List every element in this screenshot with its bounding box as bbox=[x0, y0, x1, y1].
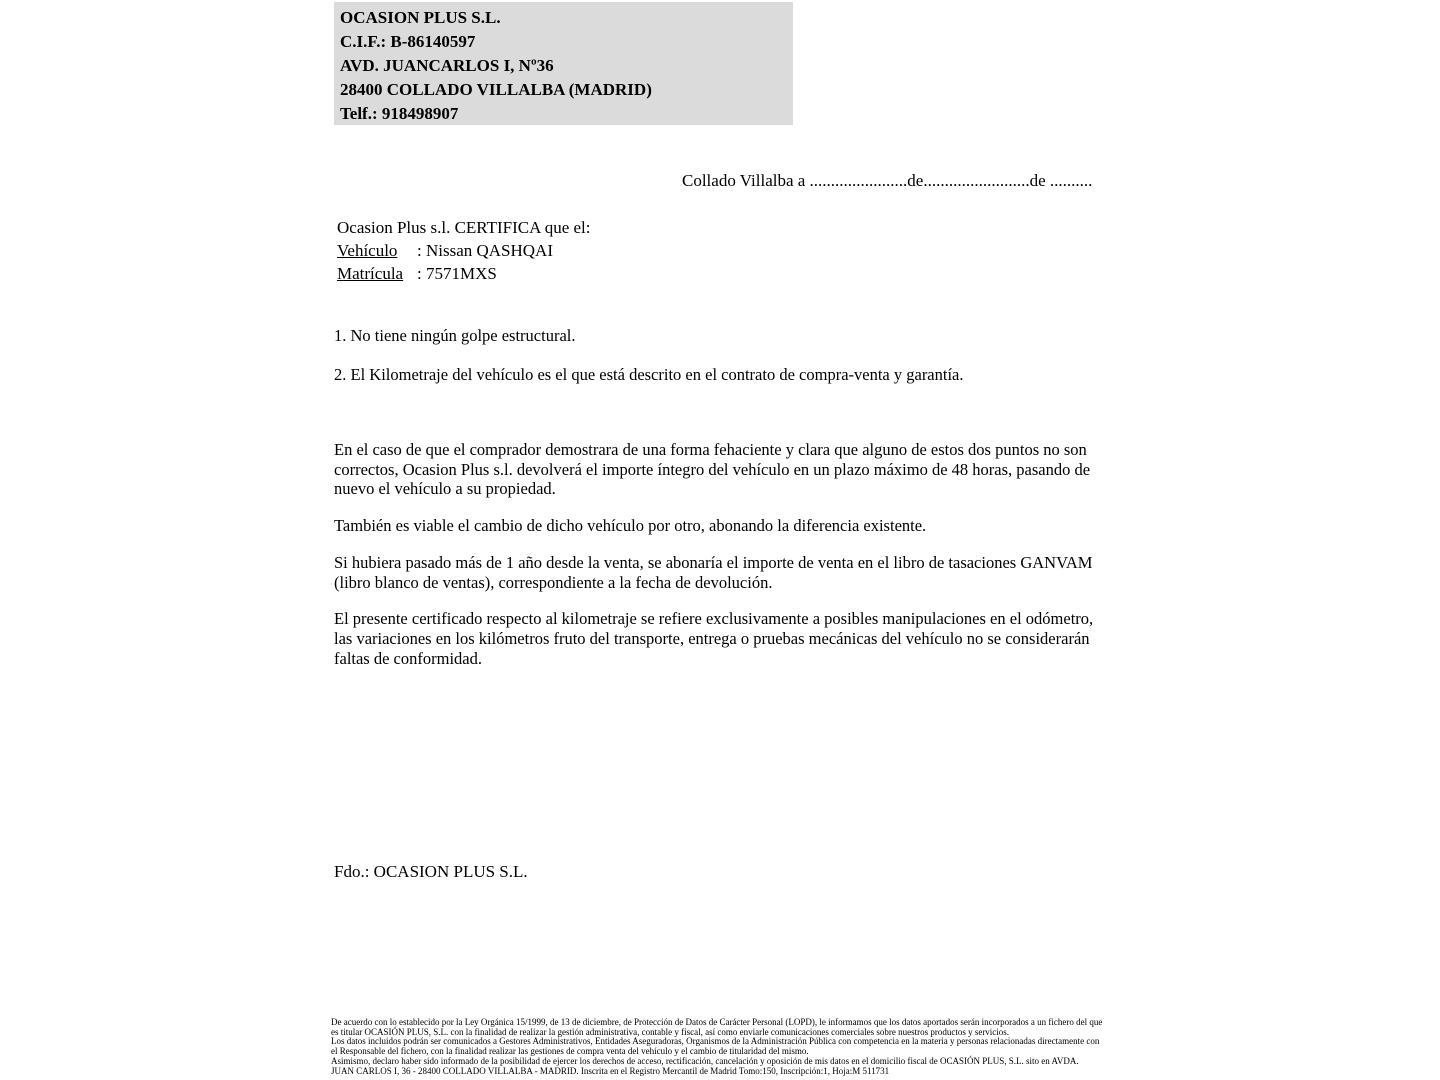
date-line: Collado Villalba a .......................de.........................de .......... bbox=[682, 171, 1093, 190]
legal-paragraph-lopd: De acuerdo con lo establecido por la Ley Orgánica 15/1999, de 13 de diciembre, de Protección de Datos de Carácter Personal (LOPD), le informamos que los datos aportados serán incorporados a un fichero del que es titular OCASIÓN PLUS, S.L. con la finalidad de realizar la gestión administrativa, contable y fiscal, así como enviarle comunicaciones comerciales sobre nuestros productos y servicios. bbox=[331, 1017, 1103, 1037]
company-phone: Telf.: 918498907 bbox=[340, 104, 459, 123]
plate-value: : 7571MXS bbox=[417, 264, 497, 283]
plate-label-column bbox=[337, 262, 417, 285]
signature-line: Fdo.: OCASION PLUS S.L. bbox=[334, 862, 528, 881]
legal-paragraph-rights: Asimismo, declaro haber sido informado de la posibilidad de ejercer los derechos de acceso, rectificación, cancelación y oposición de mis datos en el domicilio fiscal de OCASIÓN PLUS, S.L. sito en AVDA. JUAN CARLOS I, 36 - 28400 COLLADO VILLALBA - MADRID. Inscrita en el Registro Mercantil de Madrid Tomo:150, Inscripción:1, Hoja:M 511731 bbox=[331, 1055, 1079, 1076]
paragraph-ganvam: Si hubiera pasado más de 1 año desde la venta, se abonaría el importe de venta en el libro de tasaciones GANVAM (libro blanco de ventas), correspondiente a la fecha de devolución. bbox=[334, 552, 1093, 592]
certification-block bbox=[337, 216, 591, 285]
vehicle-label-column bbox=[337, 239, 417, 262]
paragraph-odometer: El presente certificado respecto al kilometraje se refiere exclusivamente a posibles manipulaciones en el odómetro, las variaciones en los kilómetros fruto del transporte, entrega o pruebas mecánicas del vehículo no se considerarán faltas de conformidad. bbox=[334, 609, 1094, 668]
body-paragraphs bbox=[334, 440, 1094, 685]
vehicle-value: : Nissan QASHQAI bbox=[417, 241, 553, 260]
legal-fine-print bbox=[331, 1018, 1103, 1076]
certify-intro: Ocasion Plus s.l. CERTIFICA que el: bbox=[337, 218, 591, 237]
plate-label: Matrícula bbox=[337, 264, 404, 283]
paragraph-refund: En el caso de que el comprador demostrara de una forma fehaciente y clara que alguno de estos dos puntos no son correctos, Ocasion Plus s.l. devolverá el importe íntegro del vehículo en un plazo máximo de 48 horas, pasando de nuevo el vehículo a su propiedad. bbox=[334, 440, 1091, 499]
company-city: 28400 COLLADO VILLALBA (MADRID) bbox=[340, 80, 652, 99]
vehicle-row bbox=[337, 239, 591, 262]
points-list bbox=[334, 326, 1094, 403]
plate-row bbox=[337, 262, 591, 285]
company-name: OCASION PLUS S.L. bbox=[340, 8, 501, 27]
paragraph-exchange: También es viable el cambio de dicho vehículo por otro, abonando la diferencia existente. bbox=[334, 516, 927, 536]
vehicle-label: Vehículo bbox=[337, 241, 398, 260]
point-1: 1. No tiene ningún golpe estructural. bbox=[334, 326, 576, 345]
company-cif: C.I.F.: B-86140597 bbox=[340, 32, 476, 51]
company-header-block bbox=[334, 2, 793, 125]
legal-paragraph-data-sharing: Los datos incluidos podrán ser comunicados a Gestores Administrativos, Entidades Aseguradoras, Organismos de la Administración Pública con competencia en la materia y personas relacionadas directamente con el Responsable del fichero, con la finalidad realizar las gestiones de compra venta del vehículo y el cambio de titularidad del mismo. bbox=[331, 1036, 1100, 1057]
point-2: 2. El Kilometraje del vehículo es el que está descrito en el contrato de compra-venta y garantía. bbox=[334, 364, 964, 384]
company-address: AVD. JUANCARLOS I, Nº36 bbox=[340, 56, 554, 75]
